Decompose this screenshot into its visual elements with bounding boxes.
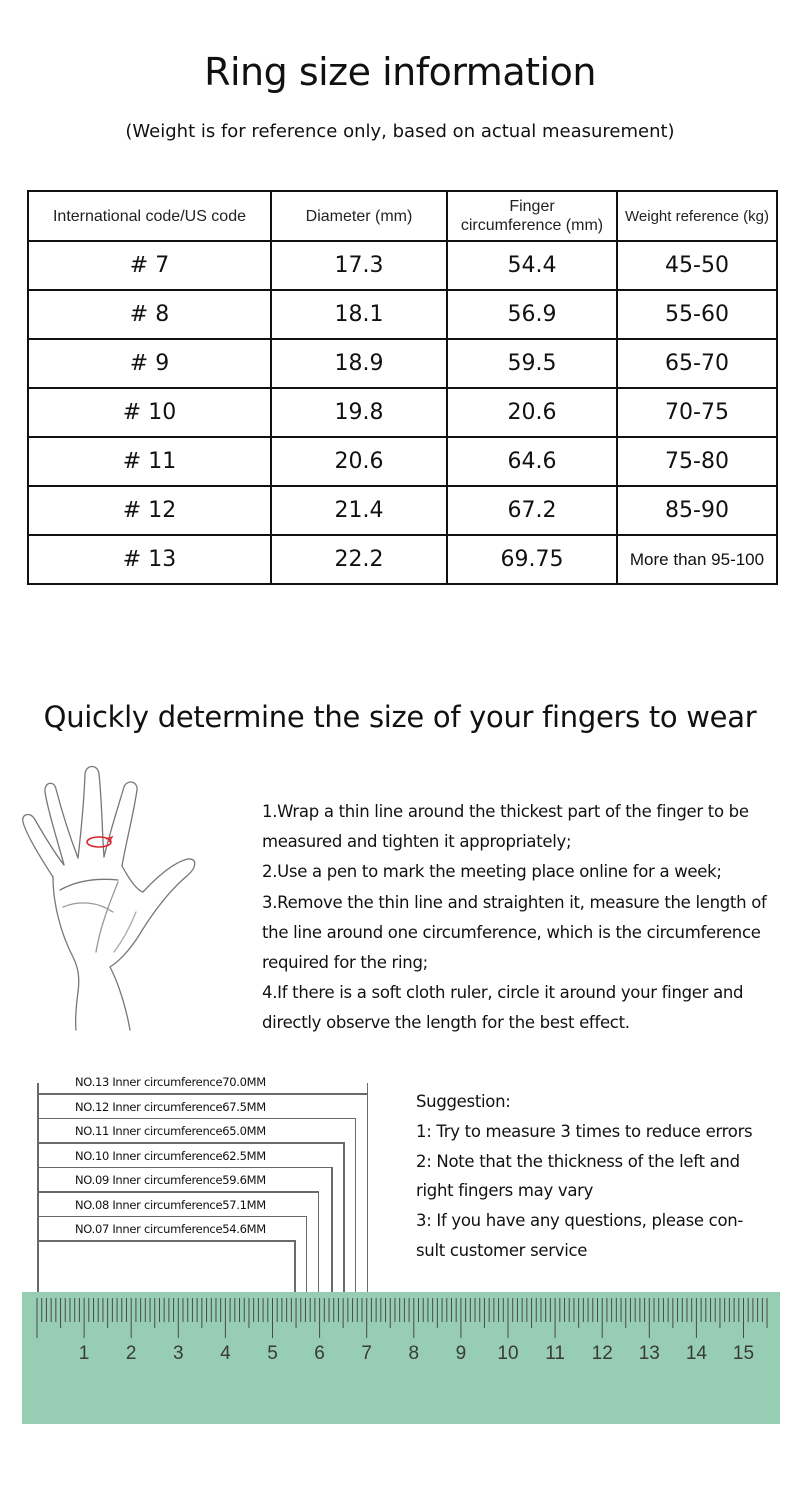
step-text: 2.Use a pen to mark the meeting place online for a week; [262, 862, 722, 882]
ruler-label: 7 [361, 1343, 372, 1364]
suggestion-line: 2: Note that the thickness of the left and [416, 1151, 740, 1171]
suggestion-title: Suggestion: [416, 1092, 511, 1111]
measure-line [37, 1118, 355, 1120]
ruler-label: 12 [591, 1343, 613, 1364]
measure-drop-line [367, 1083, 369, 1292]
measure-label: NO.08 Inner circumference57.1MM [75, 1197, 266, 1212]
ruler-label: 13 [638, 1343, 660, 1364]
table-cell: 65-70 [617, 339, 777, 388]
measure-label: NO.11 Inner circumference65.0MM [75, 1124, 266, 1138]
measure-line [37, 1216, 306, 1218]
ruler-label: 9 [455, 1343, 467, 1364]
table-cell: 20.6 [447, 388, 617, 437]
hand-with-ring-icon [18, 762, 203, 1032]
measure-drop-line [343, 1142, 345, 1292]
table-cell: 45-50 [617, 241, 777, 290]
table-cell: 70-75 [617, 388, 777, 437]
ruler-label: 3 [173, 1343, 184, 1364]
guide-heading: Quickly determine the size of your fingers to wear [43, 700, 757, 734]
column-header: Diameter (mm) [271, 191, 447, 241]
ruler-label: 14 [685, 1343, 707, 1364]
table-cell: # 7 [28, 241, 271, 290]
ruler-label: 4 [220, 1343, 231, 1364]
measure-drop-line [331, 1167, 333, 1293]
ruler-label: 2 [125, 1343, 137, 1364]
measure-drop-line [294, 1240, 296, 1292]
table-row [28, 290, 777, 339]
ruler-label: 5 [267, 1343, 278, 1364]
table-cell: 20.6 [271, 437, 447, 486]
table-cell: 22.2 [271, 535, 447, 584]
measure-drop-line [355, 1118, 357, 1293]
table-cell: 18.1 [271, 290, 447, 339]
table-cell: 54.4 [447, 241, 617, 290]
measure-line [37, 1093, 367, 1095]
page-subtitle: (Weight is for reference only, based on actual measurement) [125, 121, 675, 142]
table-cell: 17.3 [271, 241, 447, 290]
measure-label: NO.09 Inner circumference59.6MM [75, 1173, 266, 1187]
ruler [22, 1292, 780, 1424]
table-cell: 56.9 [447, 290, 617, 339]
table-cell: # 11 [28, 437, 271, 486]
table-header-row [28, 191, 777, 241]
table-cell: 85-90 [617, 486, 777, 535]
suggestion-line: sult customer service [416, 1240, 588, 1260]
ruler-label: 10 [497, 1343, 519, 1364]
suggestion-line: right fingers may vary [416, 1181, 594, 1201]
step-text: 3.Remove the thin line and straighten it, measure the length of the line around one circumference, which is the circumference required for the ring; [262, 892, 767, 973]
measure-drop-line [306, 1216, 308, 1293]
measure-label: NO.13 Inner circumference70.0MM [75, 1075, 266, 1089]
table-row [28, 437, 777, 486]
measure-steps [262, 797, 782, 1039]
table-cell: 75-80 [617, 437, 777, 486]
table-row [28, 339, 777, 388]
table-row [28, 535, 777, 584]
measure-label: NO.12 Inner circumference67.5MM [75, 1099, 266, 1114]
ring-size-table [27, 190, 778, 585]
table-cell: 55-60 [617, 290, 777, 339]
ruler-label: 1 [78, 1343, 90, 1364]
table-cell: # 10 [28, 388, 271, 437]
measure-label: NO.07 Inner circumference54.6MM [75, 1222, 266, 1236]
table-row [28, 388, 777, 437]
ruler-label: 15 [732, 1343, 755, 1364]
table-cell: 59.5 [447, 339, 617, 388]
suggestion-box [416, 1087, 776, 1266]
table-row [28, 241, 777, 290]
measure-line [37, 1191, 318, 1193]
column-header: Weight reference (kg) [617, 191, 777, 241]
table-cell: 64.6 [447, 437, 617, 486]
table-cell: 19.8 [271, 388, 447, 437]
measure-drop-line [318, 1191, 320, 1292]
suggestion-line: 1: Try to measure 3 times to reduce errors [416, 1121, 753, 1141]
measure-line [37, 1167, 331, 1169]
ruler-label: 8 [408, 1343, 420, 1364]
table-cell: # 12 [28, 486, 271, 535]
page-title: Ring size information [204, 50, 596, 94]
table-cell: # 13 [28, 535, 271, 584]
measure-line [37, 1240, 294, 1242]
step-text: 4.If there is a soft cloth ruler, circle it around your finger and directly observe the length for the best effect. [262, 983, 744, 1033]
ruler-label: 6 [314, 1343, 325, 1364]
table-cell: More than 95-100 [617, 535, 777, 584]
column-header: International code/US code [28, 191, 271, 241]
step-text: 1.Wrap a thin line around the thickest part of the finger to be measured and tighten it appropriately; [262, 802, 749, 852]
table-cell: 18.9 [271, 339, 447, 388]
table-row [28, 486, 777, 535]
suggestion-line: 3: If you have any questions, please con- [416, 1211, 744, 1231]
ruler-label: 11 [545, 1343, 565, 1364]
measure-start-line [37, 1083, 39, 1292]
measure-line [37, 1142, 343, 1144]
column-header: Finger circumference (mm) [447, 191, 617, 241]
table-cell: # 8 [28, 290, 271, 339]
table-cell: # 9 [28, 339, 271, 388]
table-cell: 21.4 [271, 486, 447, 535]
measure-label: NO.10 Inner circumference62.5MM [75, 1148, 266, 1163]
table-cell: 67.2 [447, 486, 617, 535]
table-cell: 69.75 [447, 535, 617, 584]
